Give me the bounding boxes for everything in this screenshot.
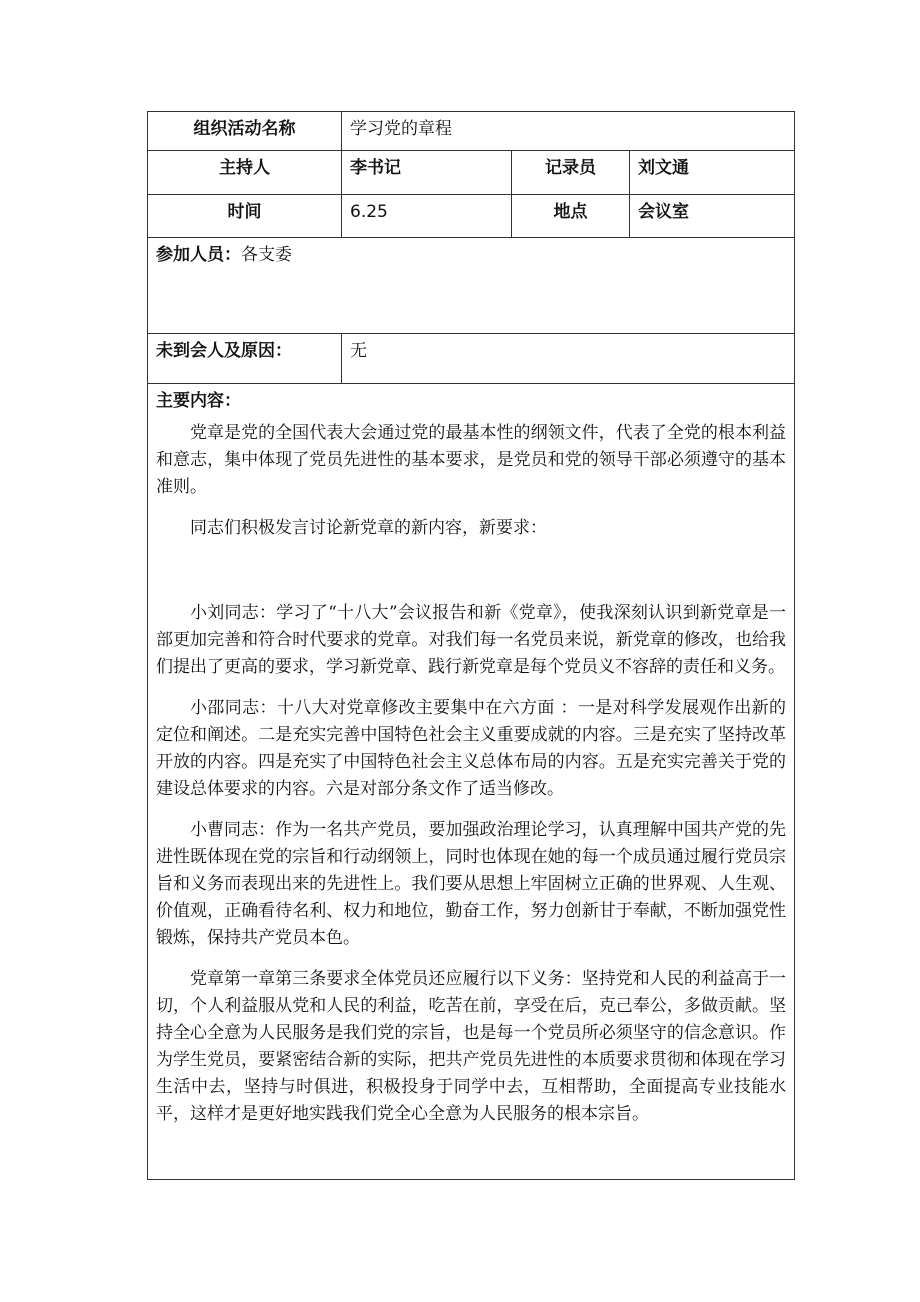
place-label: 地点 xyxy=(511,195,629,237)
absent-label: 未到会人及原因： xyxy=(156,341,292,361)
content-paragraph: 小刘同志：学习了“十八大”会议报告和新《党章》，使我深刻认识到新党章是一部更加完善和符合时代要求的党章。对我们每一名党员来说，新党章的修改，也给我们提出了更高的要求，学习新党章、践行新党章是每个党员义不容辞的责任和义务。 xyxy=(156,603,786,677)
time-label: 时间 xyxy=(227,202,262,222)
content-paragraph: 小曹同志：作为一名共产党员，要加强政治理论学习，认真理解中国共产党的先进性既体现在党的宗旨和行动纲领上，同时也体现在她的每一个成员通过履行党员宗旨和义务而表现出来的先进性上。我们要从思想上牢固树立正确的世界观、人生观、价值观，正确看待名利、权力和地位，勤奋工作，努力创新甘于奉献，不断加强党性锻炼，保持共产党员本色。 xyxy=(156,820,786,948)
main-content xyxy=(148,384,794,1179)
absent-label-cell xyxy=(148,334,341,383)
content-paragraph: 同志们积极发言讨论新党章的新内容，新要求： xyxy=(190,518,547,538)
content-paragraph: 小邵同志：十八大对党章修改主要集中在六方面 ：一是对科学发展观作出新的定位和阐述。二是充实完善中国特色社会主义重要成就的内容。三是充实了坚持改革开放的内容。四是充实了中国特色社会主义总体布局的内容。五是充实完善关于党的建设总体要求的内容。六是对部分条文作了适当修改。 xyxy=(156,698,786,799)
attendees-value: 各支委 xyxy=(241,245,292,265)
host-value: 李书记 xyxy=(341,151,511,194)
recorder-label: 记录员 xyxy=(511,151,629,194)
attendees-label: 参加人员： xyxy=(156,245,241,265)
main-heading: 主要内容： xyxy=(156,391,241,411)
recorder-value: 刘文通 xyxy=(629,151,794,194)
meeting-record-table xyxy=(147,111,795,1180)
host-label: 主持人 xyxy=(219,158,270,178)
time-row xyxy=(148,195,794,238)
place-value: 会议室 xyxy=(629,195,794,237)
activity-value: 学习党的章程 xyxy=(341,112,794,150)
activity-label: 组织活动名称 xyxy=(193,119,296,139)
time-value: 6.25 xyxy=(341,195,511,237)
content-paragraph: 党章是党的全国代表大会通过党的最基本性的纲领文件，代表了全党的根本利益和意志，集中体现了党员先进性的基本要求，是党员和党的领导干部必须遵守的基本准则。 xyxy=(156,423,786,497)
attendees-row xyxy=(148,238,794,334)
content-paragraph: 党章第一章第三条要求全体党员还应履行以下义务：坚持党和人民的利益高于一切，个人利益服从党和人民的利益，吃苦在前，享受在后，克己奉公，多做贡献。坚持全心全意为人民服务是我们党的宗旨，也是每一个党员所必须坚守的信念意识。作为学生党员，要紧密结合新的实际，把共产党员先进性的本质要求贯彻和体现在学习生活中去，坚持与时俱进，积极投身于同学中去，互相帮助，全面提高专业技能水平，这样才是更好地实践我们党全心全意为人民服务的根本宗旨。 xyxy=(156,969,786,1124)
attendees-cell xyxy=(148,238,794,333)
absent-row xyxy=(148,334,794,384)
absent-value: 无 xyxy=(341,334,794,383)
activity-row xyxy=(148,112,794,151)
host-row xyxy=(148,151,794,195)
